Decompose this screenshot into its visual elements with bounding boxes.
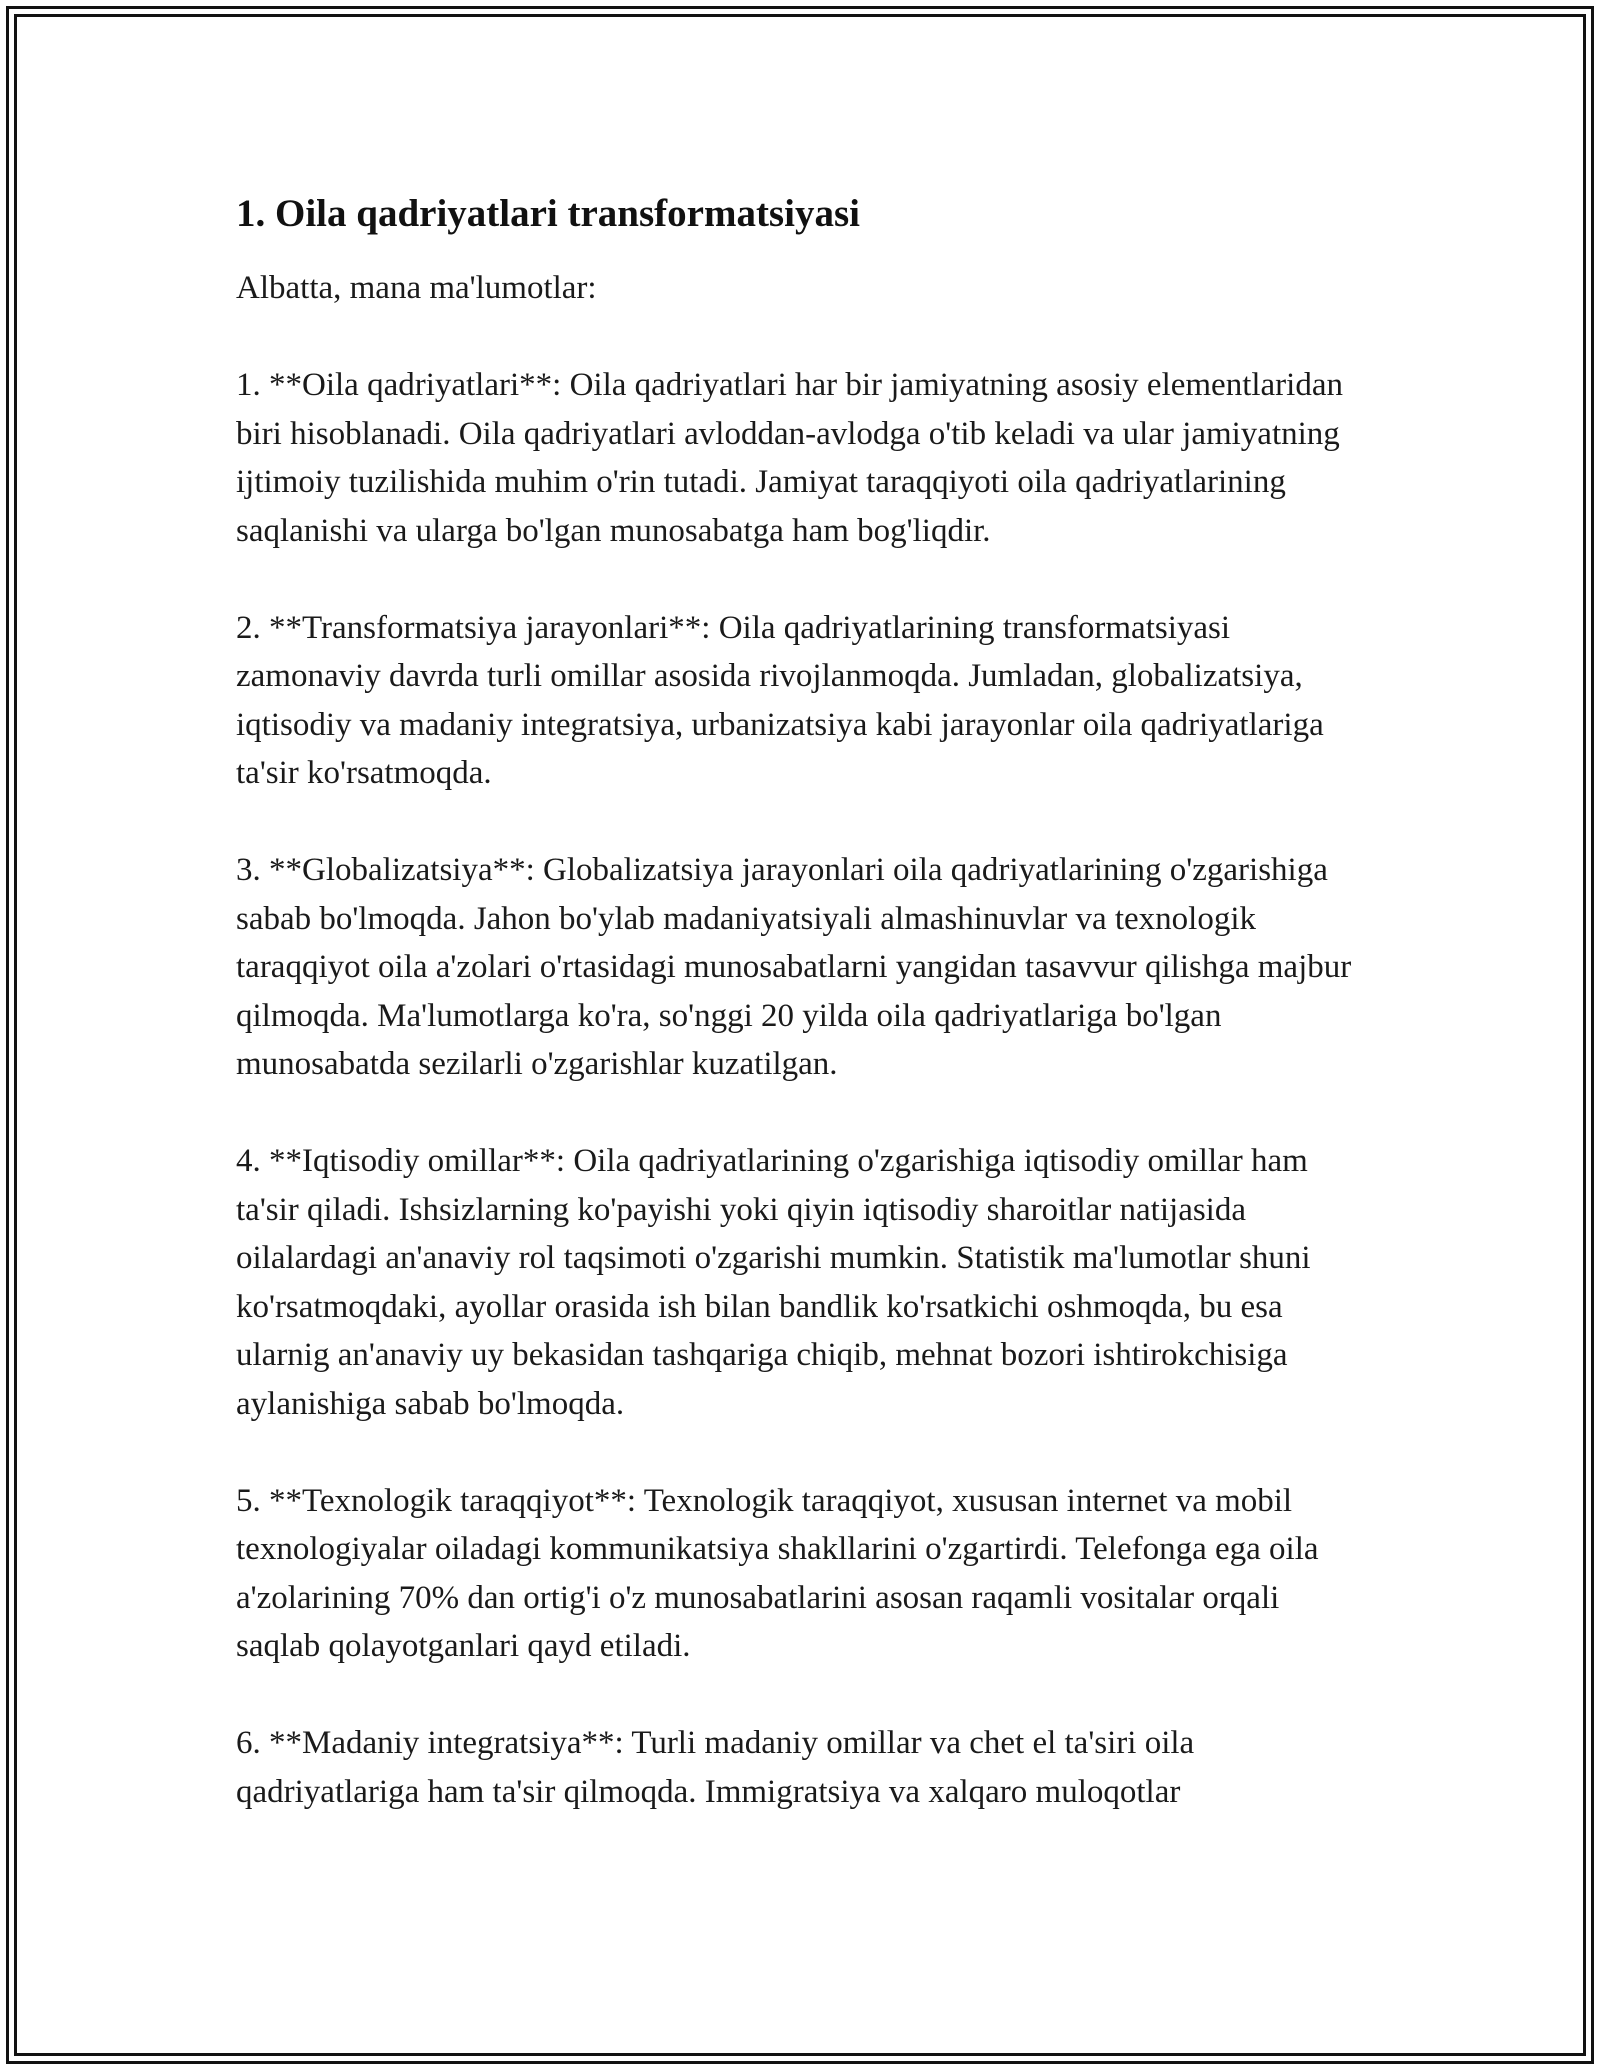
list-item-globalizatsiya: 3. **Globalizatsiya**: Globalizatsiya jarayonlari oila qadriyatlarining o'zgarishiga sabab bo'lmoqda. Jahon bo'ylab madaniyatsiyali almashinuvlar va texnologik taraqqiyot oila a'zolari o'rtasidagi munosabatlarni yangidan tasavvur qilishga majbur qilmoqda. Ma'lumotlarga ko'ra, so'nggi 20 yilda oila qadriyatlariga bo'lgan munosabatda sezilarli o'zgarishlar kuzatilgan.: [236, 852, 1352, 1082]
document-body: [236, 186, 1366, 1865]
list-item-madaniy-integratsiya: 6. **Madaniy integratsiya**: Turli madaniy omillar va chet el ta'siri oila qadriyatlariga ham ta'sir qilmoqda. Immigratsiya va xalqaro muloqotlar: [236, 1725, 1195, 1810]
list-item-iqtisodiy-omillar: 4. **Iqtisodiy omillar**: Oila qadriyatlarining o'zgarishiga iqtisodiy omillar ham ta'sir qiladi. Ishsizlarning ko'payishi yoki qiyin iqtisodiy sharoitlar natijasida oilalardagi an'anaviy rol taqsimoti o'zgarishi mumkin. Statistik ma'lumotlar shuni ko'rsatmoqdaki, ayollar orasida ish bilan bandlik ko'rsatkichi oshmoqda, bu esa ularnig an'anaviy uy bekasidan tashqariga chiqib, mehnat bozori ishtirokchisiga aylanishiga sabab bo'lmoqda.: [236, 1143, 1311, 1422]
list-item-oila-qadriyatlari: 1. **Oila qadriyatlari**: Oila qadriyatlari har bir jamiyatning asosiy elementlaridan biri hisoblanadi. Oila qadriyatlari avloddan-avlodga o'tib keladi va ular jamiyatning ijtimoiy tuzilishida muhim o'rin tutadi. Jamiyat taraqqiyoti oila qadriyatlarining saqlanishi va ularga bo'lgan munosabatga ham bog'liqdir.: [236, 367, 1343, 549]
intro-paragraph: Albatta, mana ma'lumotlar:: [236, 270, 597, 306]
document-title: 1. Oila qadriyatlari transformatsiyasi: [236, 192, 860, 235]
list-item-texnologik-taraqqiyot: 5. **Texnologik taraqqiyot**: Texnologik taraqqiyot, xususan internet va mobil texnologiyalar oiladagi kommunikatsiya shakllarini o'zgartirdi. Telefonga ega oila a'zolarining 70% dan ortig'i o'z munosabatlarini asosan raqamli vositalar orqali saqlab qolayotganlari qayd etiladi.: [236, 1482, 1319, 1664]
list-item-transformatsiya-jarayonlari: 2. **Transformatsiya jarayonlari**: Oila qadriyatlarining transformatsiyasi zamonaviy davrda turli omillar asosida rivojlanmoqda. Jumladan, globalizatsiya, iqtisodiy va madaniy integratsiya, urbanizatsiya kabi jarayonlar oila qadriyatlariga ta'sir ko'rsatmoqda.: [236, 609, 1324, 791]
